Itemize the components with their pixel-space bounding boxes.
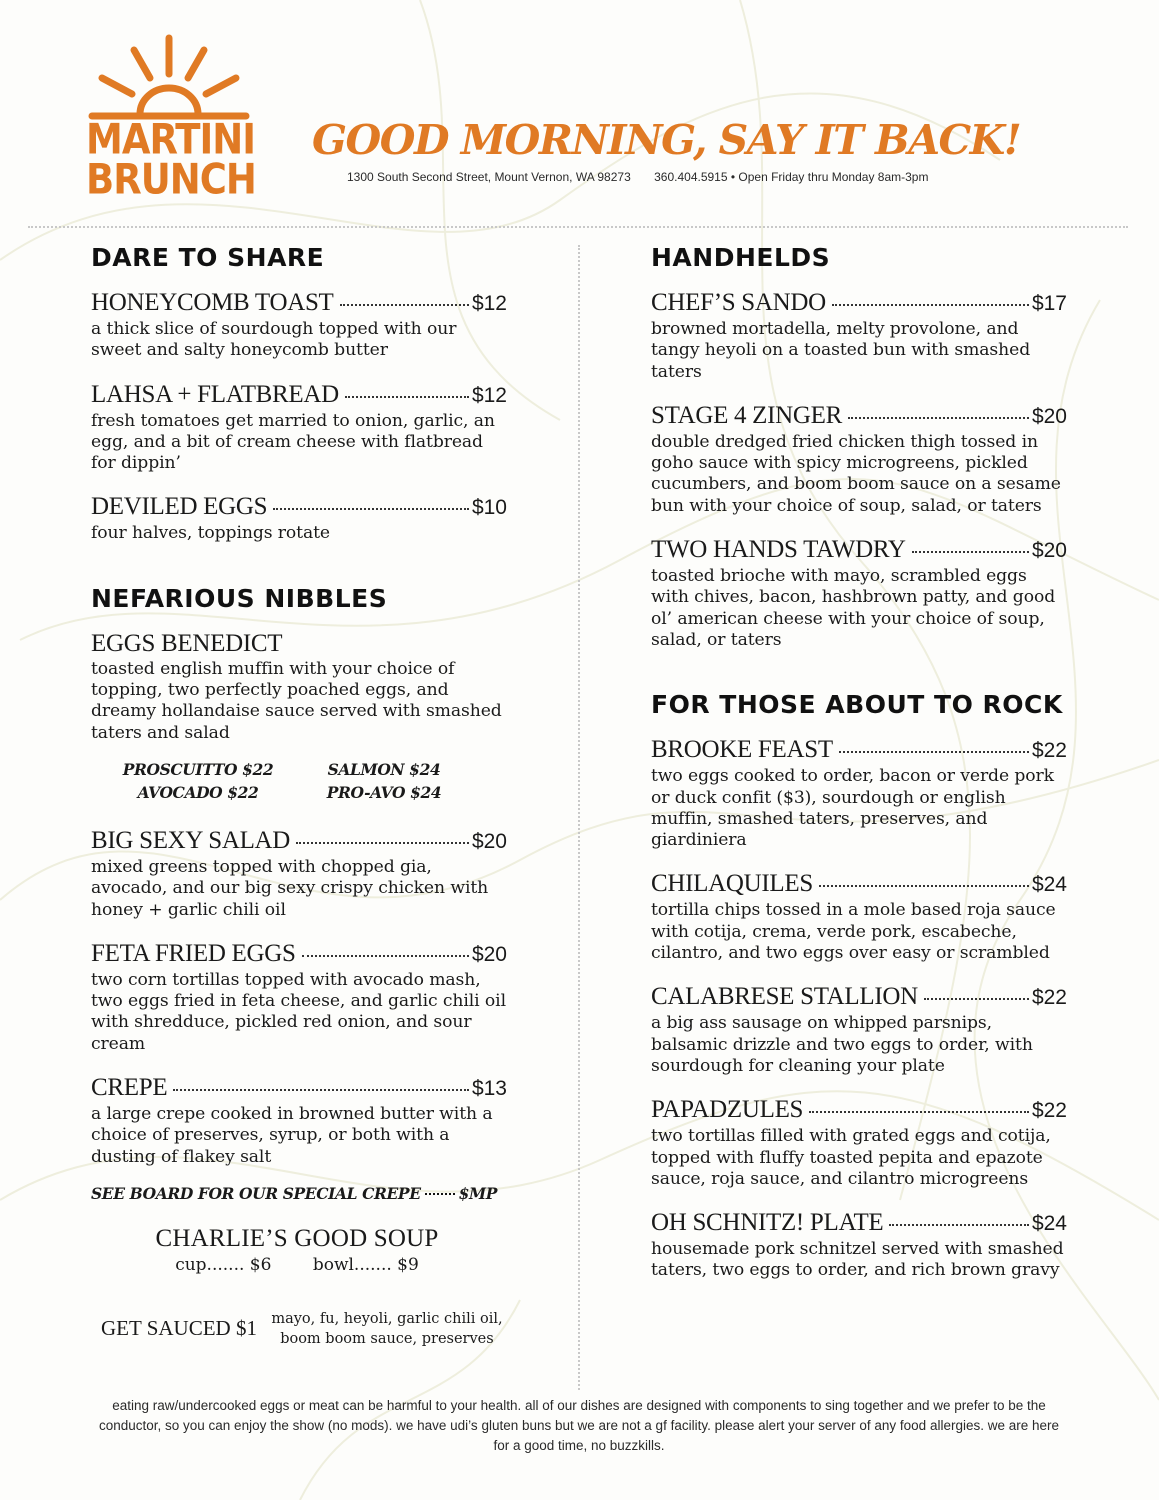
left-column (91, 240, 507, 1349)
menu-item (91, 828, 507, 921)
dot-leader (832, 304, 1029, 306)
section-for-those-about-to-rock (651, 687, 1067, 1281)
item-name: LAHSA + FLATBREAD (91, 380, 339, 408)
dot-leader (924, 998, 1029, 1000)
item-name: BROOKE FEAST (651, 736, 833, 764)
item-price: $17 (1031, 292, 1067, 315)
item-description: housemade pork schnitzel served with smashed taters, two eggs to order, and rich brown gravy (651, 1239, 1064, 1281)
item-name: CHILAQUILES (651, 870, 813, 898)
menu-item (651, 1097, 1067, 1190)
item-price: $10 (471, 496, 507, 520)
item-description: double dredged fried chicken thigh tossed in goho sauce with spicy microgreens, pickled cucumbers, and boom boom sauce on a sesame bun with your choice of soup, salad, or taters (651, 431, 1061, 516)
dot-leader (809, 1111, 1029, 1113)
section-dare-to-share (91, 240, 507, 545)
option: PRO-AVO $24 (326, 782, 442, 802)
special-crepe (91, 1184, 507, 1203)
item-name: DEVILED EGGS (91, 493, 268, 521)
item-price: $22 (1031, 1099, 1067, 1123)
sauced-label: GET SAUCED $1 (101, 1316, 257, 1341)
section-title: NEFARIOUS NIBBLES (91, 583, 388, 613)
item-price: $20 (471, 942, 507, 966)
dot-leader (889, 1224, 1029, 1226)
item-name: OH SCHNITZ! PLATE (651, 1209, 884, 1237)
item-price: $13 (471, 1077, 507, 1101)
menu-item (91, 290, 507, 362)
section-title: FOR THOSE ABOUT TO ROCK (651, 690, 1063, 720)
sunrise-icon (86, 34, 252, 124)
item-description: toasted english muffin with your choice of topping, two perfectly poached eggs, and dreamy hollandaise sauce served with smashed taters and salad (91, 658, 502, 743)
dot-leader (345, 396, 469, 398)
item-price: $20 (1031, 404, 1067, 428)
menu-item (91, 631, 507, 744)
column-divider (578, 245, 580, 1390)
section-nefarious-nibbles (91, 581, 507, 1349)
benedict-options (105, 758, 507, 804)
item-description: mixed greens topped with chopped gia, avocado, and our big sexy crispy chicken with honey + garlic chili oil (91, 856, 489, 920)
option: PROSCUITTO $22 (122, 759, 274, 779)
item-name: TWO HANDS TAWDRY (651, 536, 906, 564)
logo (86, 34, 256, 204)
item-description: four halves, toppings rotate (91, 523, 331, 544)
item-price: $12 (471, 292, 507, 315)
item-description: tortilla chips tossed in a mole based roja sauce with cotija, crema, verde pork, escabeche, cilantro, and two eggs over easy or scrambled (651, 900, 1056, 964)
item-name: BIG SEXY SALAD (91, 826, 291, 854)
item-price: $24 (1031, 1212, 1067, 1236)
soup-bowl: bowl....... $9 (312, 1254, 419, 1275)
section-title: DARE TO SHARE (91, 243, 325, 272)
footer-disclaimer: eating raw/undercooked eggs or meat can be harmful to your health. all of our dishes are designed with components to sing together and we prefer to be the conductor, so you can enjoy the show (no mods). we have udi’s gluten buns but we are not a gf facility. please alert your server of any food allergies. we are here for a good time, no buzzkills. (98, 1398, 1060, 1453)
item-price: $24 (1031, 873, 1067, 897)
item-price: $20 (471, 829, 507, 853)
option: AVOCADO $22 (137, 782, 259, 802)
item-description: a large crepe cooked in browned butter with a choice of preserves, syrup, or both with a dusting of flakey salt (91, 1104, 493, 1167)
item-name: PAPADZULES (651, 1096, 804, 1124)
menu-item (651, 403, 1067, 517)
item-description: browned mortadella, melty provolone, and tangy heyoli on a toasted bun with smashed taters (651, 319, 1031, 382)
dot-leader (302, 955, 469, 957)
dot-leader (819, 885, 1029, 887)
item-name: CREPE (91, 1074, 168, 1102)
item-description: toasted brioche with mayo, scrambled eggs with chives, bacon, hashbrown patty, and good ol’ american cheese with your choice of soup, salad, or taters (651, 566, 1056, 650)
menu-item (651, 290, 1067, 383)
menu-item (651, 984, 1067, 1077)
get-sauced (101, 1309, 507, 1349)
phone-hours: 360.404.5915 • Open Friday thru Monday 8am-3pm (654, 170, 929, 184)
soup (91, 1225, 503, 1275)
item-name: CHEF’S SANDO (651, 289, 826, 316)
item-description: a big ass sausage on whipped parsnips, balsamic drizzle and two eggs to order, with sourdough for cleaning your plate (651, 1013, 1033, 1076)
menu-item (91, 382, 507, 475)
soup-cup: cup....... $6 (175, 1254, 272, 1275)
section-handhelds (651, 240, 1067, 651)
dot-leader (839, 751, 1029, 753)
address: 1300 South Second Street, Mount Vernon, WA 98273 (347, 170, 631, 184)
special-price: $MP (458, 1183, 498, 1203)
menu-item (651, 871, 1067, 964)
dot-leader (848, 417, 1029, 419)
item-description: a thick slice of sourdough topped with our sweet and salty honeycomb butter (91, 319, 457, 361)
menu-item (91, 494, 507, 544)
special-label: SEE BOARD FOR OUR SPECIAL CREPE (91, 1183, 421, 1203)
menu-item (651, 537, 1067, 651)
item-name: EGGS BENEDICT (91, 629, 283, 657)
dot-leader (425, 1193, 455, 1195)
item-name: CALABRESE STALLION (651, 983, 918, 1011)
item-price: $20 (1031, 539, 1067, 563)
logo-text: MARTINI BRUNCH (86, 115, 256, 204)
contact-info (347, 170, 928, 184)
item-name: STAGE 4 ZINGER (651, 401, 843, 429)
item-price: $22 (1031, 739, 1067, 763)
item-price: $12 (471, 383, 507, 407)
item-description: two eggs cooked to order, bacon or verde pork or duck confit ($3), sourdough or english muffin, smashed taters, preserves, and giardiniera (651, 766, 1054, 851)
menu-item (651, 1210, 1067, 1282)
dot-leader (273, 508, 469, 510)
sauced-list: mayo, fu, heyoli, garlic chili oil, boom boom sauce, preserves (271, 1310, 503, 1347)
dot-leader (912, 551, 1029, 553)
item-description: two corn tortillas topped with avocado mash, two eggs fried in feta cheese, and garlic chili oil with shredduce, pickled red onion, and sour cream (91, 969, 506, 1054)
soup-name: CHARLIE’S GOOD SOUP (155, 1224, 439, 1252)
header-divider (28, 226, 1128, 228)
dot-leader (296, 842, 469, 844)
item-description: fresh tomatoes get married to onion, garlic, an egg, and a bit of cream cheese with flatbread for dippin’ (91, 410, 495, 474)
menu-item (91, 941, 507, 1055)
menu-item (91, 1075, 507, 1168)
item-description: two tortillas filled with grated eggs and cotija, topped with fluffy toasted pepita and epazote sauce, roja sauce, and cilantro microgreens (651, 1126, 1051, 1189)
dot-leader (173, 1089, 469, 1091)
dot-leader (340, 304, 469, 306)
item-price: $22 (1031, 986, 1067, 1010)
right-column (651, 240, 1067, 1302)
section-title: HANDHELDS (651, 243, 831, 272)
menu-item (651, 737, 1067, 851)
item-name: FETA FRIED EGGS (91, 939, 296, 967)
option: SALMON $24 (327, 759, 441, 779)
tagline: GOOD MORNING, SAY IT BACK! (312, 116, 1021, 164)
item-name: HONEYCOMB TOAST (91, 289, 334, 316)
